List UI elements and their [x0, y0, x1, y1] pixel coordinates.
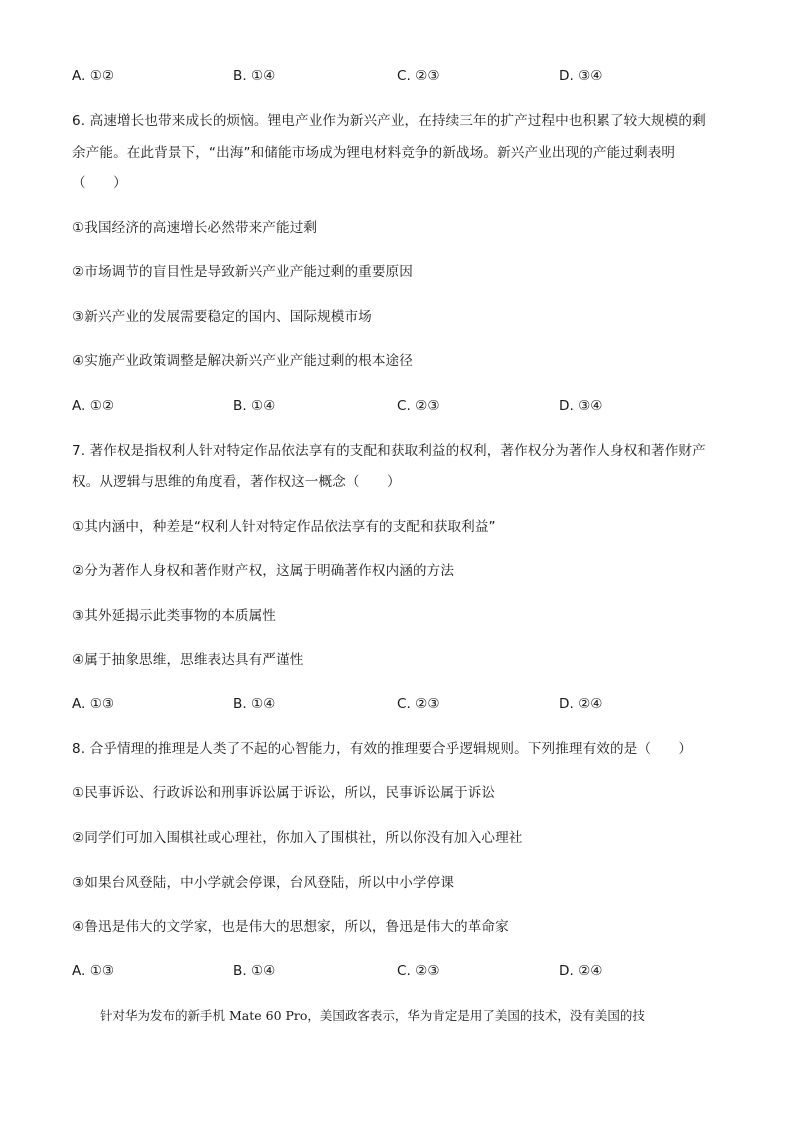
q8-options — [72, 961, 712, 981]
q7-option-d: D. ②④ — [559, 696, 603, 712]
q6-stem-line-1: 6. 高速增长也带来成长的烦恼。锂电产业作为新兴产业，在持续三年的扩产过程中也积累了较大规模的剩 — [72, 113, 706, 129]
q6-statement-3: ③新兴产业的发展需要稳定的国内、国际规模市场 — [72, 309, 372, 325]
q7-stem-line-1: 7. 著作权是指权利人针对特定作品依法享有的支配和获取利益的权利，著作权分为著作人身权和著作财产 — [72, 443, 706, 459]
q6-option-d: D. ③④ — [559, 398, 603, 414]
q7-option-c: C. ②③ — [397, 696, 440, 712]
q7-statement-1: ①其内涵中，种差是“权利人针对特定作品依法享有的支配和获取利益” — [72, 519, 496, 535]
q6-stem-line-2: 余产能。在此背景下，“出海”和储能市场成为锂电材料竞争的新战场。新兴产业出现的产能过剩表明 — [72, 145, 676, 161]
q7-statement-3: ③其外延揭示此类事物的本质属性 — [72, 608, 276, 624]
q8-option-d: D. ②④ — [559, 963, 603, 979]
q6-option-c: C. ②③ — [397, 398, 440, 414]
q5-option-d: D. ③④ — [559, 68, 603, 84]
q8-statement-4: ④鲁迅是伟大的文学家，也是伟大的思想家，所以，鲁迅是伟大的革命家 — [72, 919, 509, 935]
q6-option-b: B. ①④ — [233, 398, 276, 414]
q5-option-a: A. ①② — [72, 68, 115, 84]
q5-options — [72, 66, 712, 86]
q7-option-b: B. ①④ — [233, 696, 276, 712]
q5-option-c: C. ②③ — [397, 68, 440, 84]
q8-option-b: B. ①④ — [233, 963, 276, 979]
q6-statement-1: ①我国经济的高速增长必然带来产能过剩 — [72, 220, 318, 236]
q7-statement-4: ④属于抽象思维，思维表达具有严谨性 — [72, 652, 304, 668]
q8-option-c: C. ②③ — [397, 963, 440, 979]
q6-statement-2: ②市场调节的盲目性是导致新兴产业产能过剩的重要原因 — [72, 264, 413, 280]
q8-statement-1: ①民事诉讼、行政诉讼和刑事诉讼属于诉讼，所以，民事诉讼属于诉讼 — [72, 785, 496, 801]
q6-option-a: A. ①② — [72, 398, 115, 414]
q6-statement-4: ④实施产业政策调整是解决新兴产业产能过剩的根本途径 — [72, 353, 413, 369]
q6-options — [72, 396, 712, 416]
q7-options — [72, 694, 712, 714]
q6-stem-line-3: （ ） — [72, 175, 127, 191]
q5-option-b: B. ①④ — [233, 68, 276, 84]
q7-stem-line-2: 权。从逻辑与思维的角度看，著作权这一概念（ ） — [72, 474, 401, 490]
q9-stem-line-1: 针对华为发布的新手机 Mate 60 Pro，美国政客表示，华为肯定是用了美国的技术，没有美国的技 — [100, 1008, 645, 1023]
q8-stem-line-1: 8. 合乎情理的推理是人类了不起的心智能力，有效的推理要合乎逻辑规则。下列推理有效的是（ ） — [72, 741, 693, 757]
q8-statement-3: ③如果台风登陆，中小学就会停课，台风登陆，所以中小学停课 — [72, 875, 455, 891]
q7-statement-2: ②分为著作人身权和著作财产权，这属于明确著作权内涵的方法 — [72, 563, 455, 579]
q8-option-a: A. ①③ — [72, 963, 115, 979]
q7-option-a: A. ①③ — [72, 696, 115, 712]
q8-statement-2: ②同学们可加入围棋社或心理社，你加入了围棋社，所以你没有加入心理社 — [72, 830, 523, 846]
